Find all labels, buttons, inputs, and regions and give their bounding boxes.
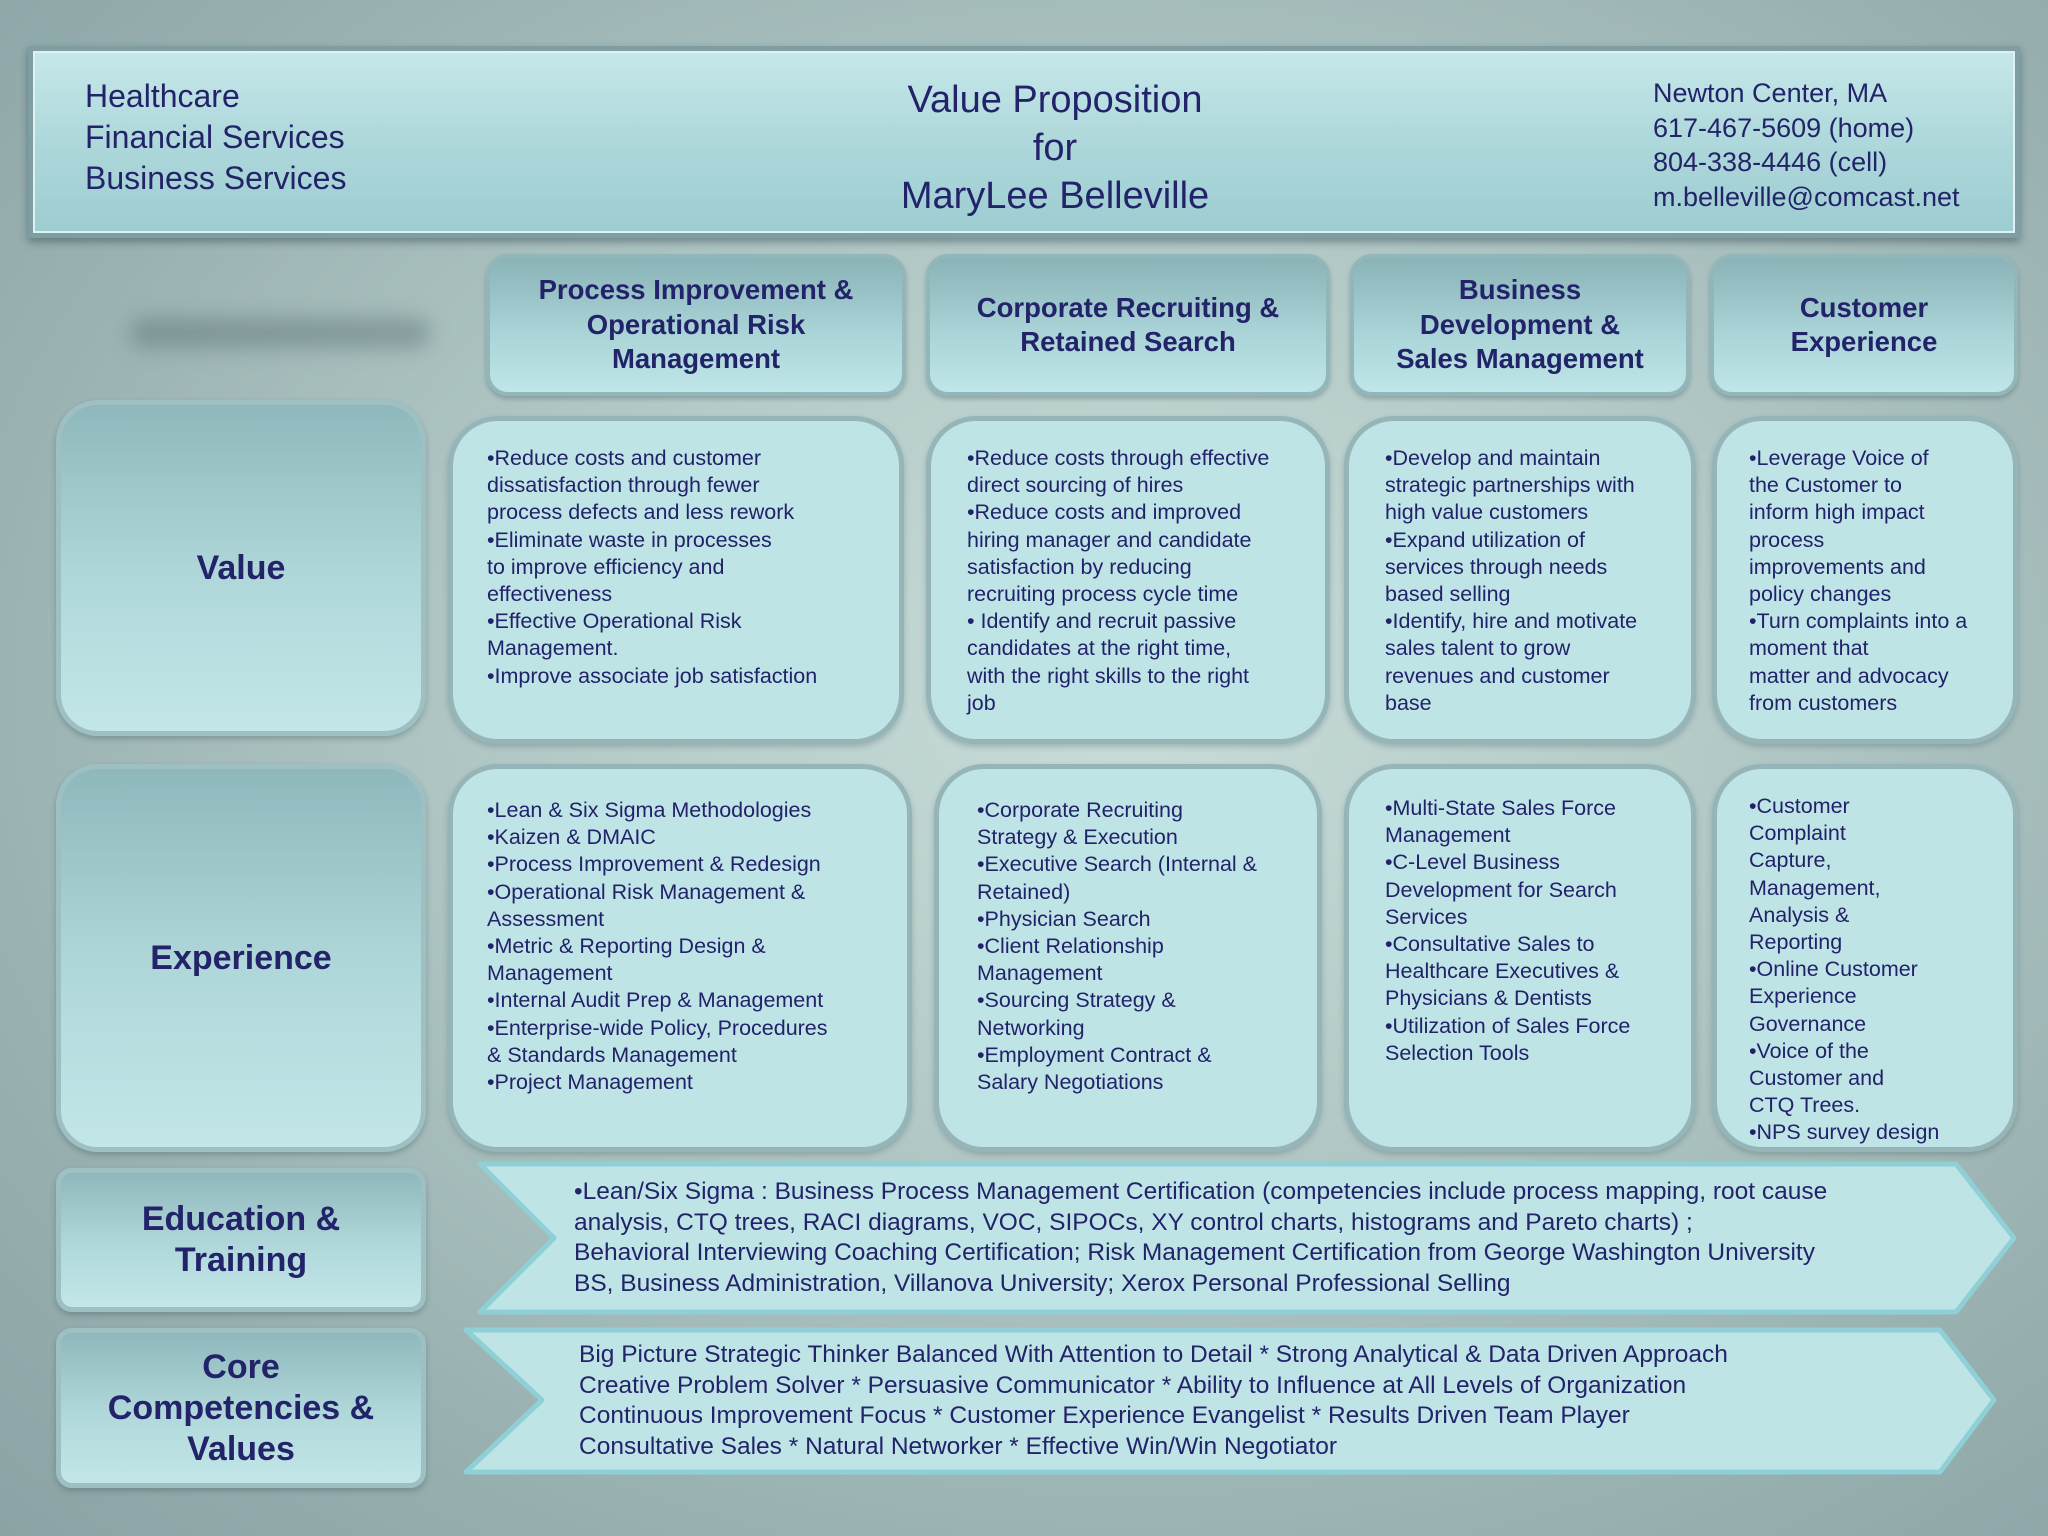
- core-competencies-text: Big Picture Strategic Thinker Balanced With Attention to Detail * Strong Analytical & Data Driven Approach Creative Problem Solver * Persuasive Communicator * Ability to Influence at All Levels of Organization Continuous Improvement Focus * Customer Experience Evangelist * Results Driven Team Player Consultative Sales * Natural Networker * Effective Win/Win Negotiator: [579, 1341, 1728, 1460]
- industry-item: Healthcare: [85, 78, 240, 114]
- contact-email: m.belleville@comcast.net: [1653, 181, 1960, 212]
- column-header-business-development: [1350, 254, 1690, 396]
- column-header-recruiting: [926, 254, 1330, 396]
- row-header-value: [56, 400, 426, 736]
- row-header-label: Experience: [150, 938, 332, 977]
- industry-item: Financial Services: [85, 119, 345, 155]
- experience-cell-process-improvement: •Lean & Six Sigma Methodologies •Kaizen & DMAIC •Process Improvement & Redesign •Operational Risk Management & Assessment •Metric & Reporting Design & Management •Internal Audit Prep & Management •Enterprise-wide Policy, Procedures & Standards Management •Project Management: [448, 764, 912, 1152]
- value-cell-customer-experience: •Leverage Voice of the Customer to inform high impact process improvements and policy changes •Turn complaints into a moment that matter and advocacy from customers: [1712, 416, 2018, 744]
- experience-cell-business-development: •Multi-State Sales Force Management •C-Level Business Development for Search Services •Consultative Sales to Healthcare Executives & Physicians & Dentists •Utilization of Sales Force Selection Tools: [1344, 764, 1696, 1152]
- value-cell-recruiting: •Reduce costs through effective direct sourcing of hires •Reduce costs and improved hiring manager and candidate satisfaction by reducing recruiting process cycle time • Identify and recruit passive candidates at the right time, with the right skills to the right job: [926, 416, 1330, 744]
- row-header-core-competencies: [56, 1328, 426, 1488]
- title-line: for: [1032, 127, 1078, 169]
- column-header-process-improvement: [486, 254, 906, 396]
- decorative-shadow: [130, 318, 430, 348]
- contact-cell-phone: 804-338-4446 (cell): [1653, 147, 1888, 177]
- row-header-label: Core Competencies & Values: [107, 1347, 375, 1468]
- contact-home-phone: 617-467-5609 (home): [1653, 112, 1915, 143]
- column-header-label: Customer Experience: [1790, 291, 1938, 357]
- column-header-customer-experience: [1710, 254, 2018, 396]
- title-line: Value Proposition: [907, 79, 1203, 121]
- education-text: •Lean/Six Sigma : Business Process Management Certification (competencies include process mapping, root cause analysis, CTQ trees, RACI diagrams, VOC, SIPOCs, XY control charts, histograms and Pareto charts) ; Behavioral Interviewing Coaching Certification; Risk Management Certification from George Washington University BS, Business Administration, Villanova University; Xerox Personal Professional Selling: [574, 1178, 1828, 1297]
- row-header-experience: [56, 764, 426, 1152]
- value-cell-business-development: •Develop and maintain strategic partnerships with high value customers •Expand utilization of services through needs based selling •Identify, hire and motivate sales talent to grow revenues and customer base: [1344, 416, 1696, 744]
- column-header-label: Process Improvement & Operational Risk Management: [538, 274, 854, 375]
- contact-info: [1653, 76, 1960, 214]
- experience-cell-customer-experience: •Customer Complaint Capture, Management, Analysis & Reporting •Online Customer Experience Governance •Voice of the Customer and CTQ Trees. •NPS survey design: [1712, 764, 2018, 1152]
- row-header-education: [56, 1168, 426, 1312]
- row-header-label: Value: [196, 548, 286, 587]
- page-title: [830, 76, 1280, 220]
- contact-location: Newton Center, MA: [1653, 78, 1888, 108]
- industries-list: [85, 76, 346, 199]
- title-line: MaryLee Belleville: [900, 175, 1210, 217]
- column-header-label: Business Development & Sales Management: [1396, 274, 1644, 375]
- row-header-label: Education & Training: [141, 1200, 341, 1279]
- column-header-label: Corporate Recruiting & Retained Search: [976, 291, 1280, 357]
- experience-cell-recruiting: •Corporate Recruiting Strategy & Execution •Executive Search (Internal & Retained) •Physician Search •Client Relationship Management •Sourcing Strategy & Networking •Employment Contract & Salary Negotiations: [934, 764, 1322, 1152]
- value-cell-process-improvement: •Reduce costs and customer dissatisfaction through fewer process defects and less rework •Eliminate waste in processes to improve efficiency and effectiveness •Effective Operational Risk Management. •Improve associate job satisfaction: [448, 416, 904, 744]
- industry-item: Business Services: [85, 160, 347, 196]
